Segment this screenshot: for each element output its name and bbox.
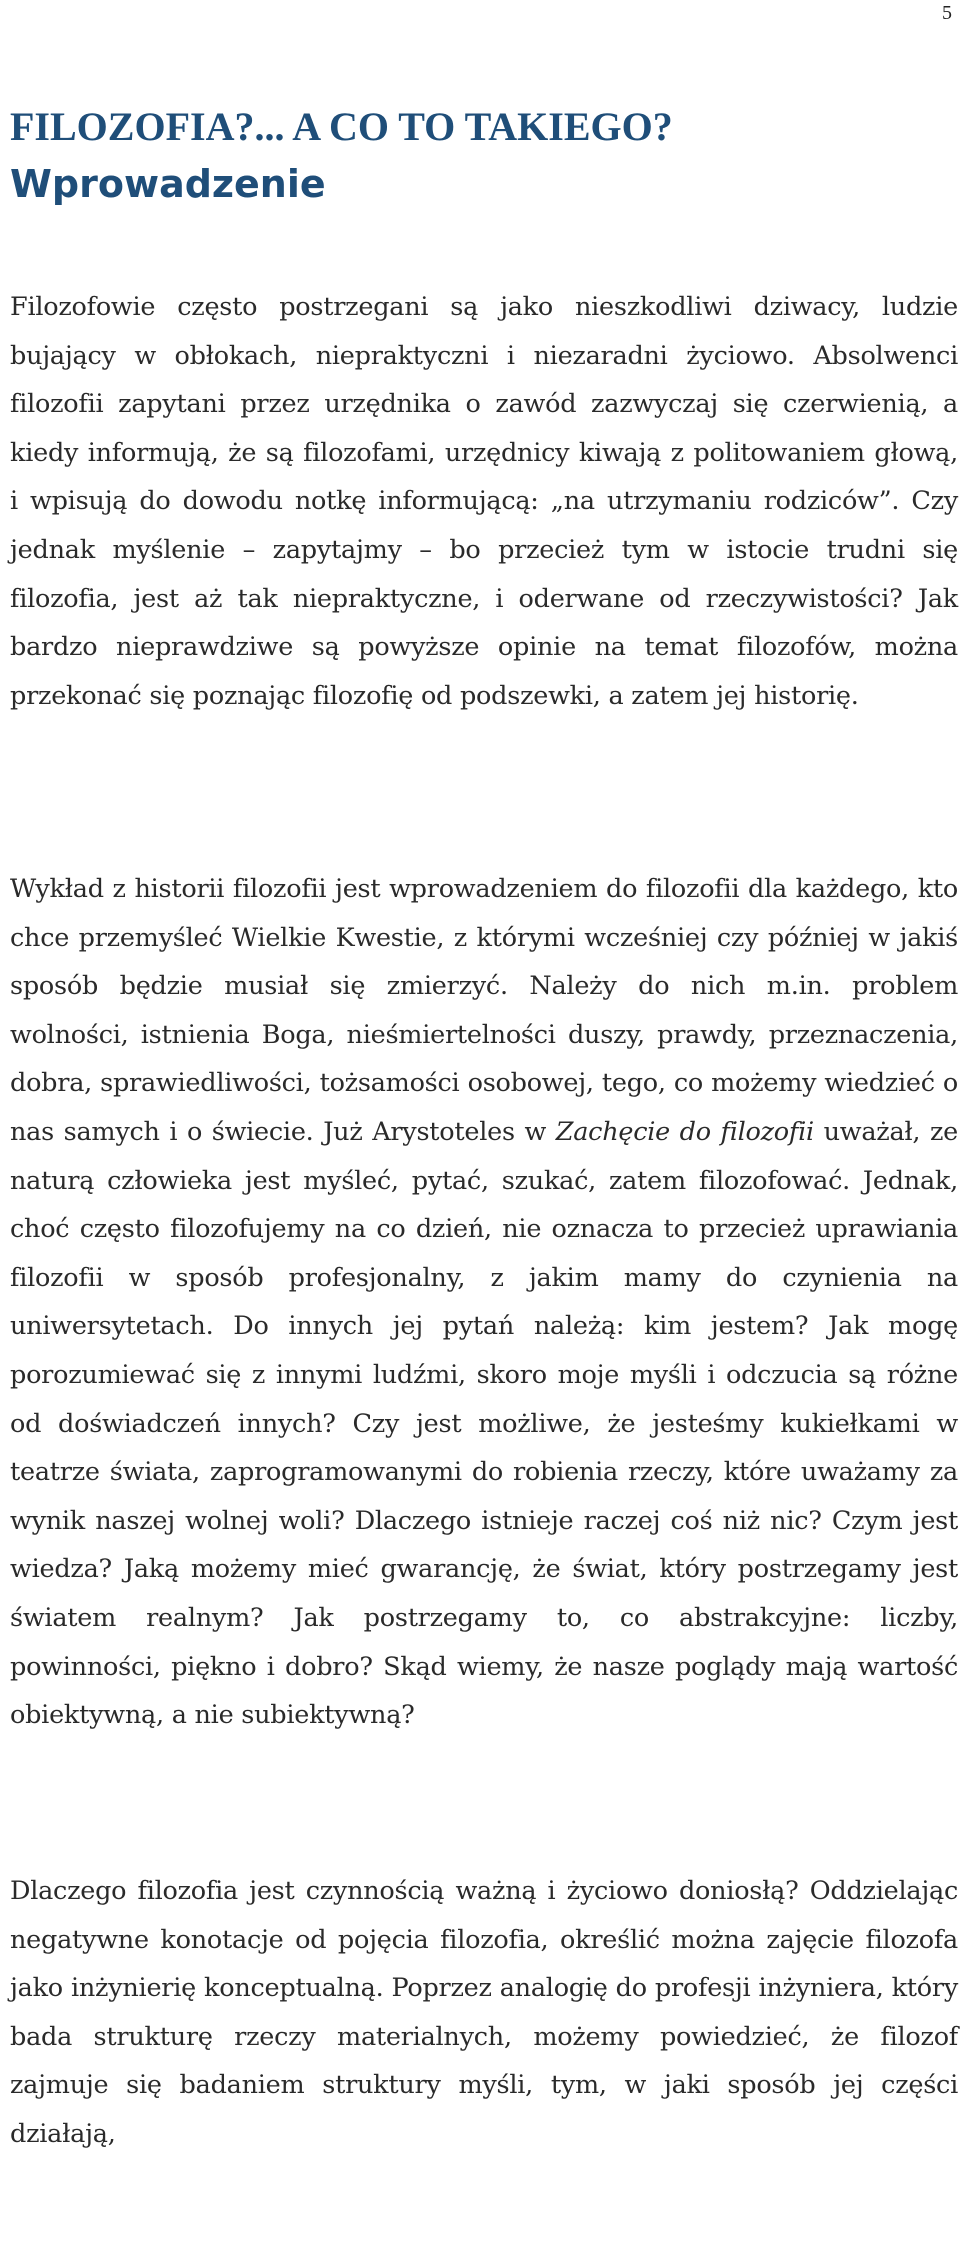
paragraph-1: Filozofowie często postrzegani są jako nieszkodliwi dziwacy, ludzie bujający w obłokach, niepraktyczni i niezaradni życiowo. Absolwenci filozofii zapytani przez urzędnika o zawód zazwyczaj się czerwienią, a kiedy informują, że są filozofami, urzędnicy kiwają z politowaniem głową, i wpisują do dowodu notkę informującą: „na utrzymaniu rodziców”. Czy jednak myślenie – zapytajmy – bo przecież tym w istocie trudni się filozofia, jest aż tak niepraktyczne, i oderwane od rzeczywistości? Jak bardzo nieprawdziwe są powyższe opinie na temat filozofów, można przekonać się poznając filozofię od podszewki, a zatem jej historię. (10, 292, 958, 711)
paragraph-3: Dlaczego filozofia jest czynnością ważną i życiowo doniosłą? Oddzielając negatywne konotacje od pojęcia filozofia, określić można zajęcie filozofa jako inżynierię konceptualną. Poprzez analogię do profesji inżyniera, który bada strukturę rzeczy materialnych, możemy powiedzieć, że filozof zajmuje się badaniem struktury myśli, tym, w jaki sposób jej części działają, (10, 1876, 958, 2149)
paragraph-2 (10, 865, 958, 1740)
section-title: Wprowadzenie (10, 162, 326, 206)
book-title: Zachęcie do filozofii (555, 1116, 814, 1147)
chapter-title: FILOZOFIA?... A CO TO TAKIEGO? (10, 104, 673, 149)
paragraph-2-text-a: Wykład z historii filozofii jest wprowadzeniem do filozofii dla każdego, kto chce przemyśleć Wielkie Kwestie, z którymi wcześniej czy później w jakiś sposób będzie musiał się zmierzyć. Należy do nich m.in. problem wolności, istnienia Boga, nieśmiertelności duszy, prawdy, przeznaczenia, dobra, sprawiedliwości, tożsamości osobowej, tego, co możemy wiedzieć o nas samych i o świecie. Już Arystoteles w (10, 874, 958, 1147)
page-number: 5 (942, 2, 952, 24)
paragraph-2-text-b: uważał, ze naturą człowieka jest myśleć, pytać, szukać, zatem filozofować. Jednak, choć często filozofujemy na co dzień, nie oznacza to przecież uprawiania filozofii w sposób profesjonalny, z jakim mamy do czynienia na uniwersytetach. Do innych jej pytań należą: kim jestem? Jak mogę porozumiewać się z innymi ludźmi, skoro moje myśli i odczucia są różne od doświadczeń innych? Czy jest możliwe, że jesteśmy kukiełkami w teatrze świata, zaprogramowanymi do robienia rzeczy, które uważamy za wynik naszej wolnej woli? Dlaczego istnieje raczej coś niż nic? Czym jest wiedza? Jaką możemy mieć gwarancję, że świat, który postrzegamy jest światem realnym? Jak postrzegamy to, co abstrakcyjne: liczby, powinności, piękno i dobro? Skąd wiemy, że nasze poglądy mają wartość obiektywną, a nie subiektywną? (10, 1116, 958, 1731)
